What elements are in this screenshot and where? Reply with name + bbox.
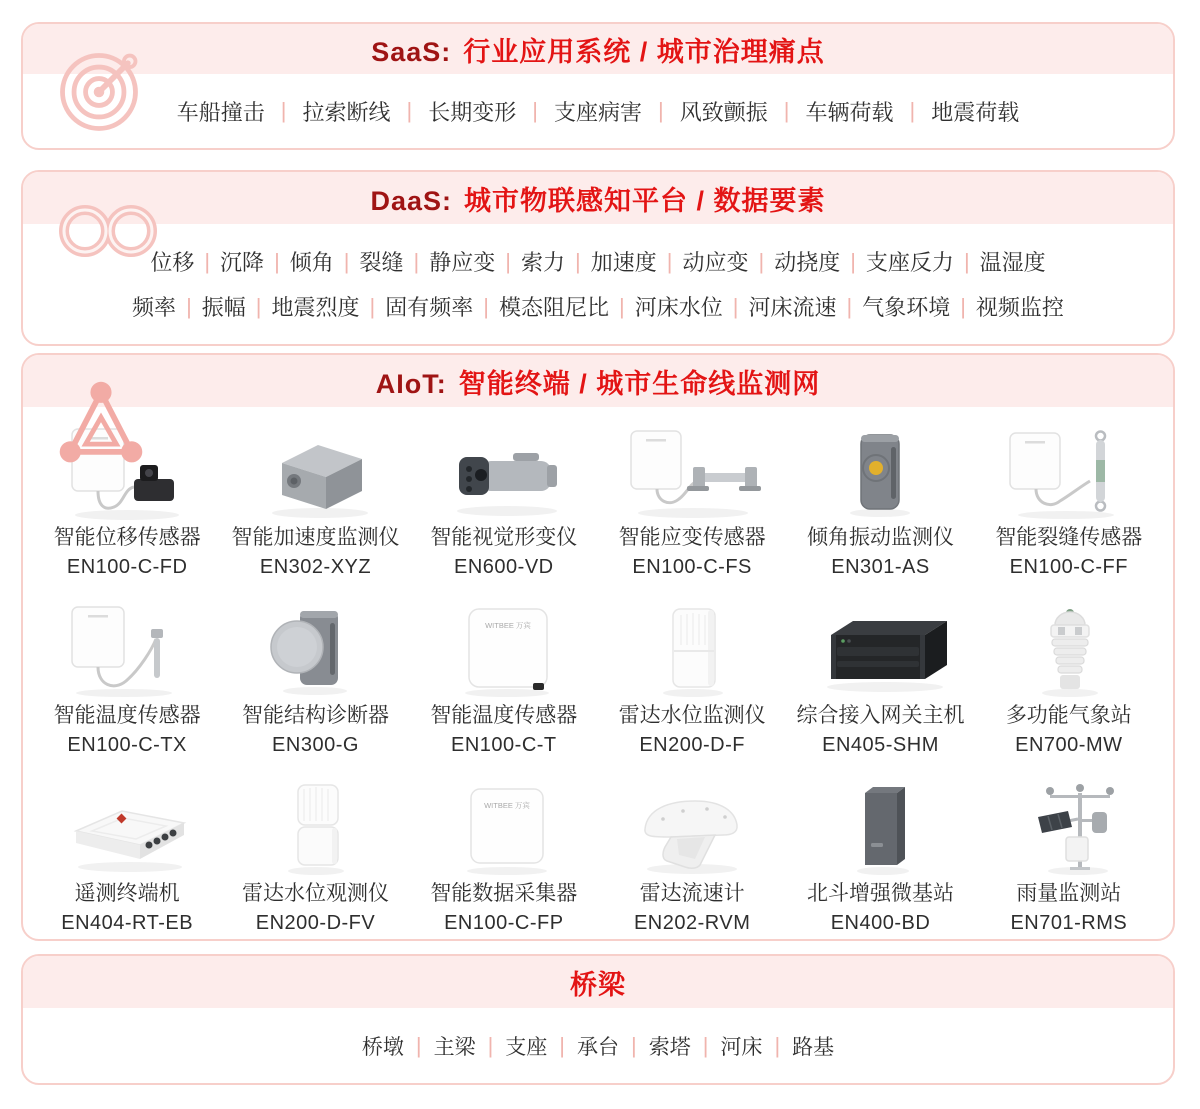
item-separator: | bbox=[575, 248, 581, 274]
saas-header-band bbox=[23, 24, 1173, 74]
product-image-radar-water-level-monitor bbox=[598, 597, 786, 701]
item-separator: | bbox=[204, 248, 211, 274]
product-card bbox=[786, 411, 974, 589]
daas-items-row-2 bbox=[23, 291, 1173, 322]
list-item: 车船撞击 bbox=[176, 99, 265, 125]
product-name: 智能温度传感器 bbox=[430, 704, 578, 727]
item-separator: | bbox=[732, 293, 739, 319]
list-item: 支座病害 bbox=[553, 99, 642, 125]
list-item: 频率 bbox=[132, 295, 177, 320]
product-image-structure-diagnoser bbox=[221, 597, 409, 701]
list-item: 长期变形 bbox=[428, 99, 517, 125]
product-name: 雷达水位监测仪 bbox=[618, 704, 766, 727]
list-item: 加速度 bbox=[590, 250, 657, 275]
product-name: 智能加速度监测仪 bbox=[231, 526, 400, 549]
product-image-strain-sensor bbox=[598, 419, 786, 523]
item-separator: | bbox=[960, 293, 966, 319]
list-item: 拉索断线 bbox=[302, 99, 391, 125]
list-item: 动应变 bbox=[682, 250, 749, 275]
product-name: 遥测终端机 bbox=[74, 882, 180, 905]
item-separator: | bbox=[559, 1032, 565, 1058]
product-model: EN302-XYZ bbox=[259, 556, 372, 578]
item-separator: | bbox=[274, 248, 280, 274]
item-separator: | bbox=[774, 1032, 781, 1058]
list-item: 桥墩 bbox=[361, 1035, 404, 1059]
product-name: 雷达水位观测仪 bbox=[241, 882, 389, 905]
product-name: 智能视觉形变仪 bbox=[430, 526, 578, 549]
product-card bbox=[33, 767, 221, 941]
section-aiot bbox=[21, 353, 1175, 941]
item-separator: | bbox=[415, 1032, 422, 1058]
daas-header-band bbox=[23, 172, 1173, 224]
list-item: 河床 bbox=[720, 1035, 763, 1059]
aiot-title-main: 智能终端 / 城市生命线监测网 bbox=[458, 368, 821, 399]
daas-title-prefix: DaaS: bbox=[370, 185, 452, 216]
aiot-header-band bbox=[23, 355, 1173, 407]
product-card bbox=[221, 411, 409, 589]
list-item: 气象环境 bbox=[862, 295, 951, 320]
product-name: 智能位移传感器 bbox=[53, 526, 201, 549]
item-separator: | bbox=[658, 98, 664, 123]
product-image-rain-monitoring-station bbox=[975, 775, 1163, 879]
product-name: 北斗增强微基站 bbox=[806, 882, 954, 905]
product-model: EN301-AS bbox=[831, 556, 930, 578]
product-name: 倾角振动监测仪 bbox=[806, 526, 954, 549]
product-name: 雨量监测站 bbox=[1016, 882, 1122, 905]
list-item: 温湿度 bbox=[979, 250, 1046, 275]
product-image-weather-station-compact bbox=[975, 597, 1163, 701]
product-name: 智能应变传感器 bbox=[618, 526, 766, 549]
product-image-temperature-sensor-box bbox=[410, 597, 598, 701]
product-image-temperature-sensor-probe bbox=[33, 597, 221, 701]
product-model: EN100-C-FP bbox=[444, 912, 564, 934]
product-model: EN404-RT-EB bbox=[61, 912, 194, 934]
product-model: EN100-C-FS bbox=[632, 556, 752, 578]
list-item: 索塔 bbox=[648, 1035, 691, 1059]
item-separator: | bbox=[413, 248, 420, 274]
list-item: 地震荷载 bbox=[931, 99, 1020, 125]
saas-title-main: 行业应用系统 / 城市治理痛点 bbox=[463, 36, 825, 67]
item-separator: | bbox=[702, 1032, 709, 1058]
product-card bbox=[33, 411, 221, 589]
product-model: EN100-C-T bbox=[451, 734, 557, 756]
list-item: 倾角 bbox=[289, 250, 334, 275]
product-card bbox=[975, 589, 1163, 767]
item-separator: | bbox=[850, 248, 856, 274]
daas-title-main: 城市物联感知平台 / 数据要素 bbox=[464, 185, 826, 216]
aiot-product-grid bbox=[33, 407, 1163, 939]
list-item: 支座 bbox=[505, 1035, 548, 1059]
item-separator: | bbox=[483, 293, 489, 319]
bridge-items bbox=[23, 1008, 1173, 1083]
item-separator: | bbox=[343, 248, 350, 274]
product-card bbox=[975, 767, 1163, 941]
item-separator: | bbox=[280, 98, 287, 123]
list-item: 动挠度 bbox=[774, 250, 841, 275]
list-item: 位移 bbox=[150, 250, 195, 275]
product-image-displacement-sensor bbox=[33, 419, 221, 523]
saas-title-prefix: SaaS: bbox=[371, 36, 452, 67]
product-image-radar-flow-meter bbox=[598, 775, 786, 879]
bridge-header-band bbox=[23, 956, 1173, 1008]
item-separator: | bbox=[631, 1032, 637, 1058]
product-image-beidou-base-station bbox=[786, 775, 974, 879]
product-card bbox=[410, 767, 598, 941]
item-separator: | bbox=[619, 293, 625, 319]
list-item: 主梁 bbox=[433, 1035, 476, 1059]
daas-items-row-1 bbox=[23, 246, 1173, 277]
product-image-radar-water-level-observer bbox=[221, 775, 409, 879]
list-item: 静应变 bbox=[429, 250, 496, 275]
product-image-tilt-vibration-monitor bbox=[786, 419, 974, 523]
product-image-gateway-host bbox=[786, 597, 974, 701]
product-card bbox=[410, 589, 598, 767]
product-model: EN701-RMS bbox=[1010, 912, 1128, 934]
product-card bbox=[221, 767, 409, 941]
item-separator: | bbox=[487, 1032, 494, 1058]
product-model: EN202-RVM bbox=[633, 912, 751, 934]
list-item: 河床水位 bbox=[634, 295, 723, 320]
product-model: EN100-C-FF bbox=[1009, 556, 1128, 578]
product-model: EN300-G bbox=[272, 734, 359, 756]
saas-items bbox=[23, 74, 1173, 148]
list-item: 振幅 bbox=[201, 295, 246, 320]
product-card bbox=[786, 767, 974, 941]
list-item: 河床流速 bbox=[748, 295, 837, 320]
product-card bbox=[221, 589, 409, 767]
product-card bbox=[33, 589, 221, 767]
item-separator: | bbox=[963, 248, 970, 274]
item-separator: | bbox=[532, 98, 538, 123]
list-item: 固有频率 bbox=[385, 295, 474, 320]
product-card bbox=[975, 411, 1163, 589]
section-saas bbox=[21, 22, 1175, 150]
product-model: EN600-VD bbox=[454, 556, 554, 578]
product-image-data-collector bbox=[410, 775, 598, 879]
list-item: 视频监控 bbox=[975, 295, 1064, 320]
list-item: 承台 bbox=[577, 1035, 619, 1059]
device-brand-label: WITBEE 万宾 bbox=[483, 801, 530, 810]
item-separator: | bbox=[369, 293, 376, 319]
aiot-title-prefix: AIoT: bbox=[375, 368, 447, 399]
section-bridge bbox=[21, 954, 1175, 1085]
product-name: 综合接入网关主机 bbox=[796, 704, 965, 727]
product-model: EN400-BD bbox=[830, 912, 931, 934]
product-model: EN100-C-TX bbox=[67, 734, 187, 756]
aiot-title bbox=[376, 362, 821, 401]
product-model: EN100-C-FD bbox=[66, 556, 188, 578]
product-card bbox=[598, 589, 786, 767]
product-name: 雷达流速计 bbox=[639, 882, 745, 905]
list-item: 模态阻尼比 bbox=[498, 295, 609, 320]
product-card bbox=[410, 411, 598, 589]
product-model: EN405-SHM bbox=[822, 734, 939, 756]
section-daas bbox=[21, 170, 1175, 346]
bridge-title bbox=[570, 963, 626, 1002]
item-separator: | bbox=[666, 248, 673, 274]
product-name: 智能结构诊断器 bbox=[241, 704, 389, 727]
item-separator: | bbox=[758, 248, 765, 274]
product-card bbox=[598, 411, 786, 589]
saas-title bbox=[371, 30, 825, 69]
list-item: 沉降 bbox=[220, 250, 265, 275]
item-separator: | bbox=[909, 98, 916, 123]
product-image-vision-camera bbox=[410, 419, 598, 523]
item-separator: | bbox=[406, 98, 413, 123]
product-name: 多功能气象站 bbox=[1005, 704, 1132, 727]
daas-rows bbox=[23, 224, 1173, 344]
product-model: EN200-D-FV bbox=[255, 912, 376, 934]
item-separator: | bbox=[186, 293, 192, 319]
product-card bbox=[786, 589, 974, 767]
bridge-title-text: 桥梁 bbox=[570, 969, 626, 1000]
item-separator: | bbox=[255, 293, 262, 319]
product-image-accelerometer bbox=[221, 419, 409, 523]
list-item: 索力 bbox=[520, 250, 565, 275]
product-card bbox=[598, 767, 786, 941]
product-model: EN700-MW bbox=[1015, 734, 1123, 756]
device-brand-label: WITBEE 万宾 bbox=[484, 621, 531, 630]
list-item: 风致颤振 bbox=[679, 99, 768, 125]
item-separator: | bbox=[783, 98, 790, 123]
product-image-telemetry-terminal bbox=[33, 775, 221, 879]
item-separator: | bbox=[505, 248, 511, 274]
list-item: 地震烈度 bbox=[271, 295, 360, 320]
product-image-crack-sensor bbox=[975, 419, 1163, 523]
product-name: 智能裂缝传感器 bbox=[995, 526, 1143, 549]
list-item: 支座反力 bbox=[865, 250, 954, 275]
daas-title bbox=[370, 179, 825, 218]
item-separator: | bbox=[846, 293, 853, 319]
list-item: 路基 bbox=[792, 1035, 835, 1059]
product-model: EN200-D-F bbox=[639, 734, 745, 756]
list-item: 车辆荷载 bbox=[805, 99, 894, 125]
list-item: 裂缝 bbox=[359, 250, 404, 275]
product-name: 智能数据采集器 bbox=[430, 882, 578, 905]
product-name: 智能温度传感器 bbox=[53, 704, 201, 727]
